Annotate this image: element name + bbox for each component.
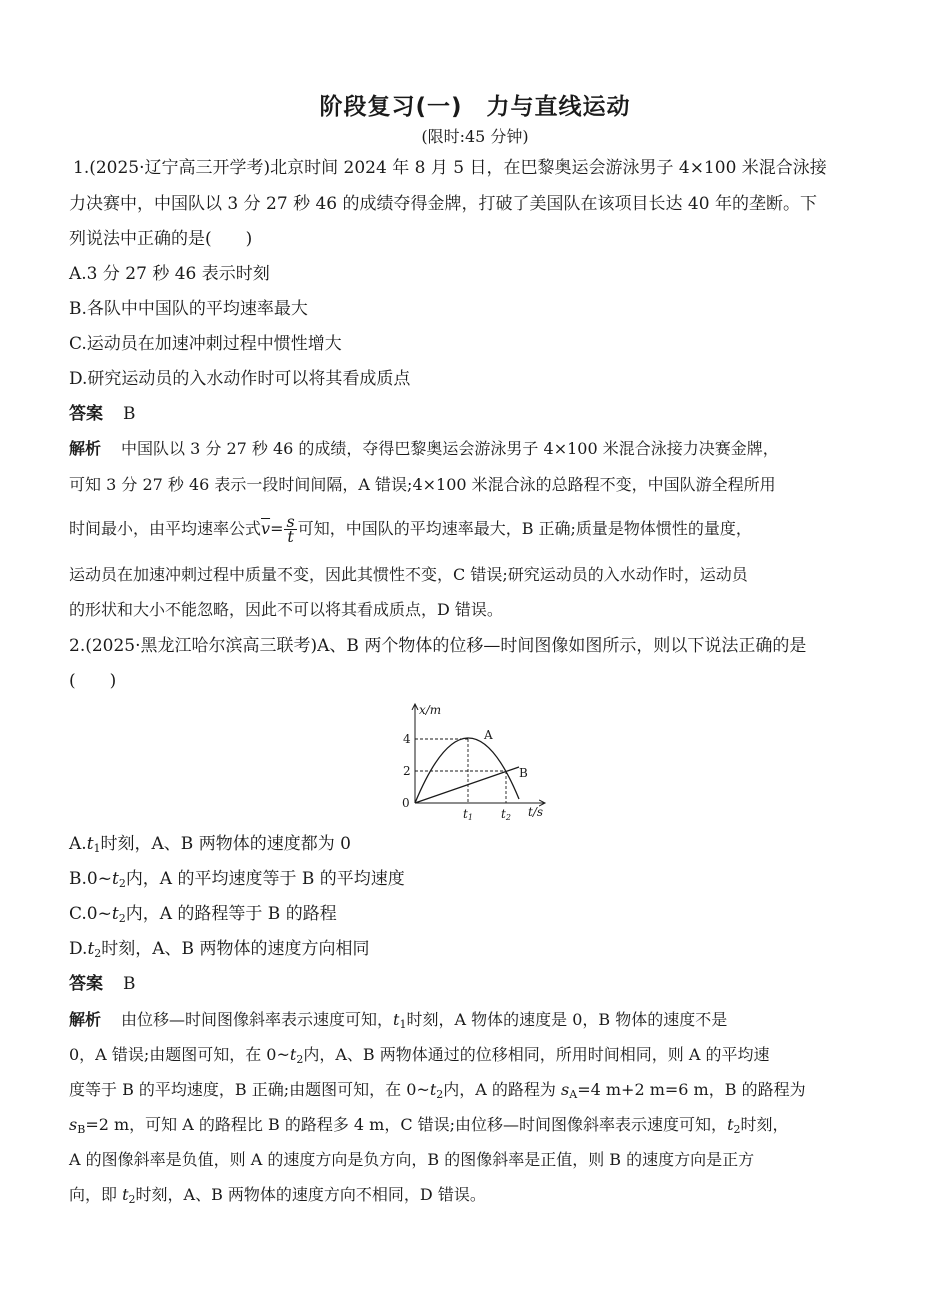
label-a: A <box>484 728 493 742</box>
q1-option-b: B.各队中中国队的平均速率最大 <box>69 299 308 319</box>
q1-stem-line3: 列说法中正确的是( ) <box>69 229 253 249</box>
q2-option-b: $B.0\sim t_2$内，A 的平均速度等于 B 的平均速度 <box>69 869 405 890</box>
q2-analysis-line6: 向，即 $t_2$时刻，A、B 两物体的速度方向不相同，D 错误。 <box>69 1185 486 1206</box>
x-axis-label: t/s <box>528 805 544 819</box>
answer-label: 答案 <box>69 974 103 994</box>
q2-analysis-line2: 0，A 错误;由题图可知，在 $0\sim t_2$内，A、B 两物体通过的位移相同，所用时间相同，则 A 的平均速 <box>69 1045 770 1066</box>
q1-analysis-line1: 解析 中国队以 3 分 27 秒 46 的成绩，夺得巴黎奥运会游泳男子 4×100 米混合泳接力决赛金牌， <box>69 439 779 458</box>
q2-analysis-line3: 度等于 B 的平均速度，B 正确;由题图可知，在 $0\sim t_2$内，A 的路程为 $s_A=4$ m+2 m=6 m，B 的路程为 <box>69 1080 806 1101</box>
q2-stem-line1: 2.(2025·黑龙江哈尔滨高三联考)A、B 两个物体的位移—时间图像如图所示，则以下说法正确的是 <box>69 636 807 656</box>
curve-a <box>415 738 519 803</box>
displacement-time-graph <box>395 698 555 826</box>
graph-svg <box>395 698 555 826</box>
origin-label: 0 <box>402 796 410 810</box>
answer-label: 答案 <box>69 404 103 424</box>
q1-stem-line1: 1.(2025·辽宁高三开学考)北京时间 2024 年 8 月 5 日，在巴黎奥运会游泳男子 4×100 米混合泳接 <box>73 158 827 178</box>
q1-analysis-line5: 的形状和大小不能忽略，因此不可以将其看成质点，D 错误。 <box>69 600 503 619</box>
q1-analysis-line2: 可知 3 分 27 秒 46 表示一段时间间隔，A 错误;4×100 米混合泳的总路程不变，中国队游全程所用 <box>69 475 776 494</box>
q2-analysis-line4: $s_B=2$ m，可知 A 的路程比 B 的路程多 4 m，C 错误;由位移—时间图像斜率表示速度可知，$t_2$时刻， <box>69 1115 789 1136</box>
line-b <box>415 767 519 803</box>
analysis-label: 解析 <box>69 1010 102 1029</box>
q2-analysis-line5: A 的图像斜率是负值，则 A 的速度方向是负方向，B 的图像斜率是正值，则 B 的速度方向是正方 <box>69 1150 755 1169</box>
q1-stem-line2: 力决赛中，中国队以 3 分 27 秒 46 的成绩夺得金牌，打破了美国队在该项目长达 40 年的垄断。下 <box>69 194 817 214</box>
y-tick-2: 2 <box>403 764 411 778</box>
page-title: 阶段复习(一) 力与直线运动 <box>319 94 631 120</box>
q1-option-c: C.运动员在加速冲刺过程中惯性增大 <box>69 334 342 354</box>
q2-option-d: $D.t_2$时刻，A、B 两物体的速度方向相同 <box>69 939 370 960</box>
q1-answer <box>69 402 884 426</box>
q2-stem-line2: ( ) <box>69 671 117 691</box>
q1-option-d: D.研究运动员的入水动作时可以将其看成质点 <box>69 369 411 389</box>
q2-analysis-line1: 解析 由位移—时间图像斜率表示速度可知，$t_1$时刻，A 物体的速度是 0，B 物体的速度不是 <box>69 1010 728 1031</box>
q1-analysis-line4: 运动员在加速冲刺过程中质量不变，因此其惯性不变，C 错误;研究运动员的入水动作时，运动员 <box>69 565 748 584</box>
x-tick-t2: t2 <box>501 807 511 822</box>
q1-analysis-line3: 时间最小，由平均速率公式$\overline{v}=$ $\frac{s}{t}$ 可知，中国队的平均速率最大，B 正确;质量是物体惯性的量度， <box>69 512 752 546</box>
q1-option-a: A.3 分 27 秒 46 表示时刻 <box>69 264 270 284</box>
fraction-s-over-t: $\frac{s}{t}$ <box>286 512 295 546</box>
time-limit: (限时:45 分钟) <box>421 127 529 146</box>
q2-option-a: $A.t_1$时刻，A、B 两物体的速度都为 0 <box>69 834 351 855</box>
analysis-label: 解析 <box>69 439 102 458</box>
y-tick-4: 4 <box>403 732 411 746</box>
answer-value: B <box>123 974 136 994</box>
y-axis-label: x/m <box>419 703 442 717</box>
x-tick-t1: t1 <box>463 807 473 822</box>
q2-option-c: $C.0\sim t_2$内，A 的路程等于 B 的路程 <box>69 904 337 925</box>
average-speed-symbol: $\overline{v}$ <box>261 519 271 538</box>
label-b: B <box>519 766 528 780</box>
q2-answer <box>69 972 884 996</box>
answer-value: B <box>123 404 136 424</box>
